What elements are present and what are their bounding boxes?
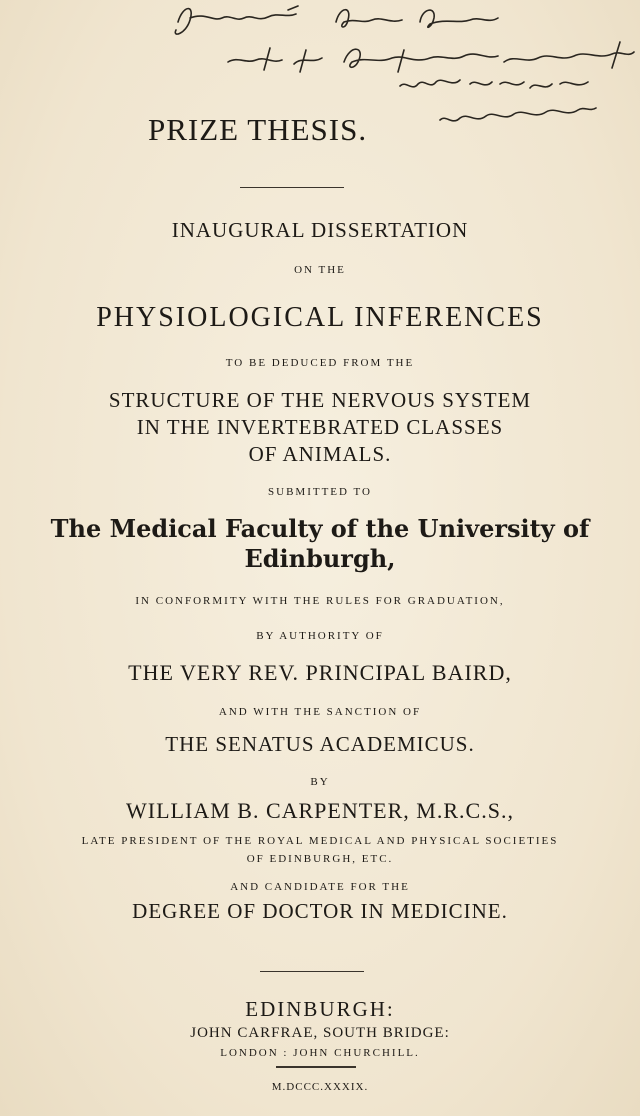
imprint-publisher: JOHN CARFRAE, SOUTH BRIDGE: [190, 1025, 450, 1041]
of-edinburgh-line: OF EDINBURGH, ETC. [246, 853, 394, 865]
sanction-label: AND WITH THE SANCTION OF [218, 706, 422, 718]
imprint-city: EDINBURGH: [245, 997, 395, 1021]
to-be-deduced-label: TO BE DEDUCED FROM THE [225, 357, 415, 369]
divider-rule-bottom [276, 1066, 356, 1068]
submitted-to-label: SUBMITTED TO [268, 486, 372, 498]
conformity-line: IN CONFORMITY WITH THE RULES FOR GRADUATION, [135, 595, 505, 607]
main-title: PHYSIOLOGICAL INFERENCES [96, 302, 544, 333]
structure-line-3: OF ANIMALS. [248, 442, 392, 466]
prize-thesis-label: PRIZE THESIS. [148, 112, 368, 147]
by-label: BY [310, 776, 330, 788]
structure-line-1: STRUCTURE OF THE NERVOUS SYSTEM [108, 388, 532, 412]
divider-rule-middle [260, 971, 364, 972]
author-name: WILLIAM B. CARPENTER, M.R.C.S., [126, 798, 514, 823]
imprint-year: M.DCCC.XXXIX. [271, 1081, 369, 1093]
divider-rule-top [240, 187, 344, 188]
structure-line-2: IN THE INVERTEBRATED CLASSES [136, 415, 504, 439]
faculty-line-2: Edinburgh, [244, 544, 396, 573]
faculty-line-1: The Medical Faculty of the University of [50, 514, 590, 543]
candidate-label: AND CANDIDATE FOR THE [230, 881, 410, 893]
dissertation-heading: INAUGURAL DISSERTATION [171, 218, 469, 242]
on-the-label: ON THE [294, 264, 346, 276]
principal-line: THE VERY REV. PRINCIPAL BAIRD, [128, 660, 512, 685]
degree-line: DEGREE OF DOCTOR IN MEDICINE. [132, 899, 508, 923]
by-authority-label: BY AUTHORITY OF [256, 630, 384, 642]
senatus-line: THE SENATUS ACADEMICUS. [165, 732, 475, 756]
imprint-london: LONDON : JOHN CHURCHILL. [220, 1047, 420, 1059]
late-president-line: LATE PRESIDENT OF THE ROYAL MEDICAL AND PHYSICAL SOCIETIES [81, 835, 559, 847]
